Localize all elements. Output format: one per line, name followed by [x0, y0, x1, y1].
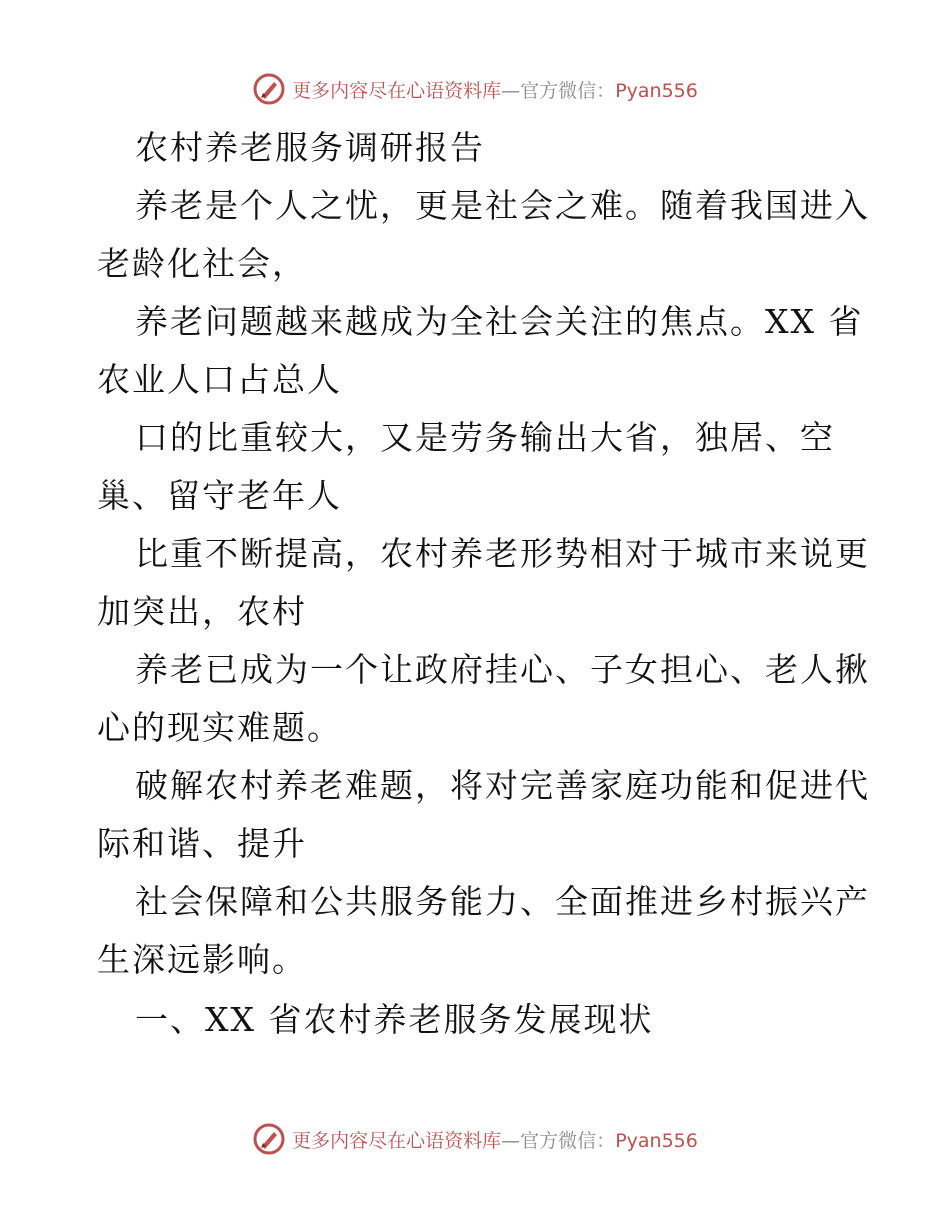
watermark-text	[292, 1126, 698, 1153]
paragraph-line: 农业人口占总人	[97, 360, 342, 399]
paragraph-line: 加突出，农村	[97, 592, 307, 631]
paragraph-line: 社会保障和公共服务能力、全面推进乡村振兴产	[135, 882, 870, 921]
paragraph-line: 养老已成为一个让政府挂心、子女担心、老人揪	[135, 650, 870, 689]
paragraph-line: 破解农村养老难题，将对完善家庭功能和促进代	[135, 766, 870, 805]
header-watermark	[0, 72, 950, 106]
document-title: 农村养老服务调研报告	[135, 128, 485, 167]
watermark-official: —官方微信：	[501, 1129, 616, 1152]
paragraph-line: 养老是个人之忧，更是社会之难。随着我国进入	[135, 186, 870, 225]
pen-logo-icon	[252, 72, 286, 106]
watermark-brand: 更多内容尽在心语资料库	[292, 1129, 502, 1152]
paragraph-line: 心的现实难题。	[97, 708, 342, 747]
paragraph-line: 比重不断提高，农村养老形势相对于城市来说更	[135, 534, 870, 573]
section-heading: 一、XX 省农村养老服务发展现状	[135, 1000, 654, 1039]
paragraph-line: 老龄化社会，	[97, 244, 307, 283]
pen-logo-icon	[252, 1122, 286, 1156]
paragraph-line: 际和谐、提升	[97, 824, 307, 863]
paragraph-line: 生深远影响。	[97, 940, 307, 979]
paragraph-line: 巢、留守老年人	[97, 476, 342, 515]
watermark-handle: Pyan556	[615, 79, 698, 102]
watermark-text	[292, 76, 698, 103]
paragraph-line: 养老问题越来越成为全社会关注的焦点。XX 省	[135, 302, 864, 341]
paragraph-line: 口的比重较大，又是劳务输出大省，独居、空	[135, 418, 835, 457]
footer-watermark	[0, 1122, 950, 1156]
watermark-official: —官方微信：	[501, 79, 616, 102]
watermark-handle: Pyan556	[615, 1129, 698, 1152]
watermark-brand: 更多内容尽在心语资料库	[292, 79, 502, 102]
